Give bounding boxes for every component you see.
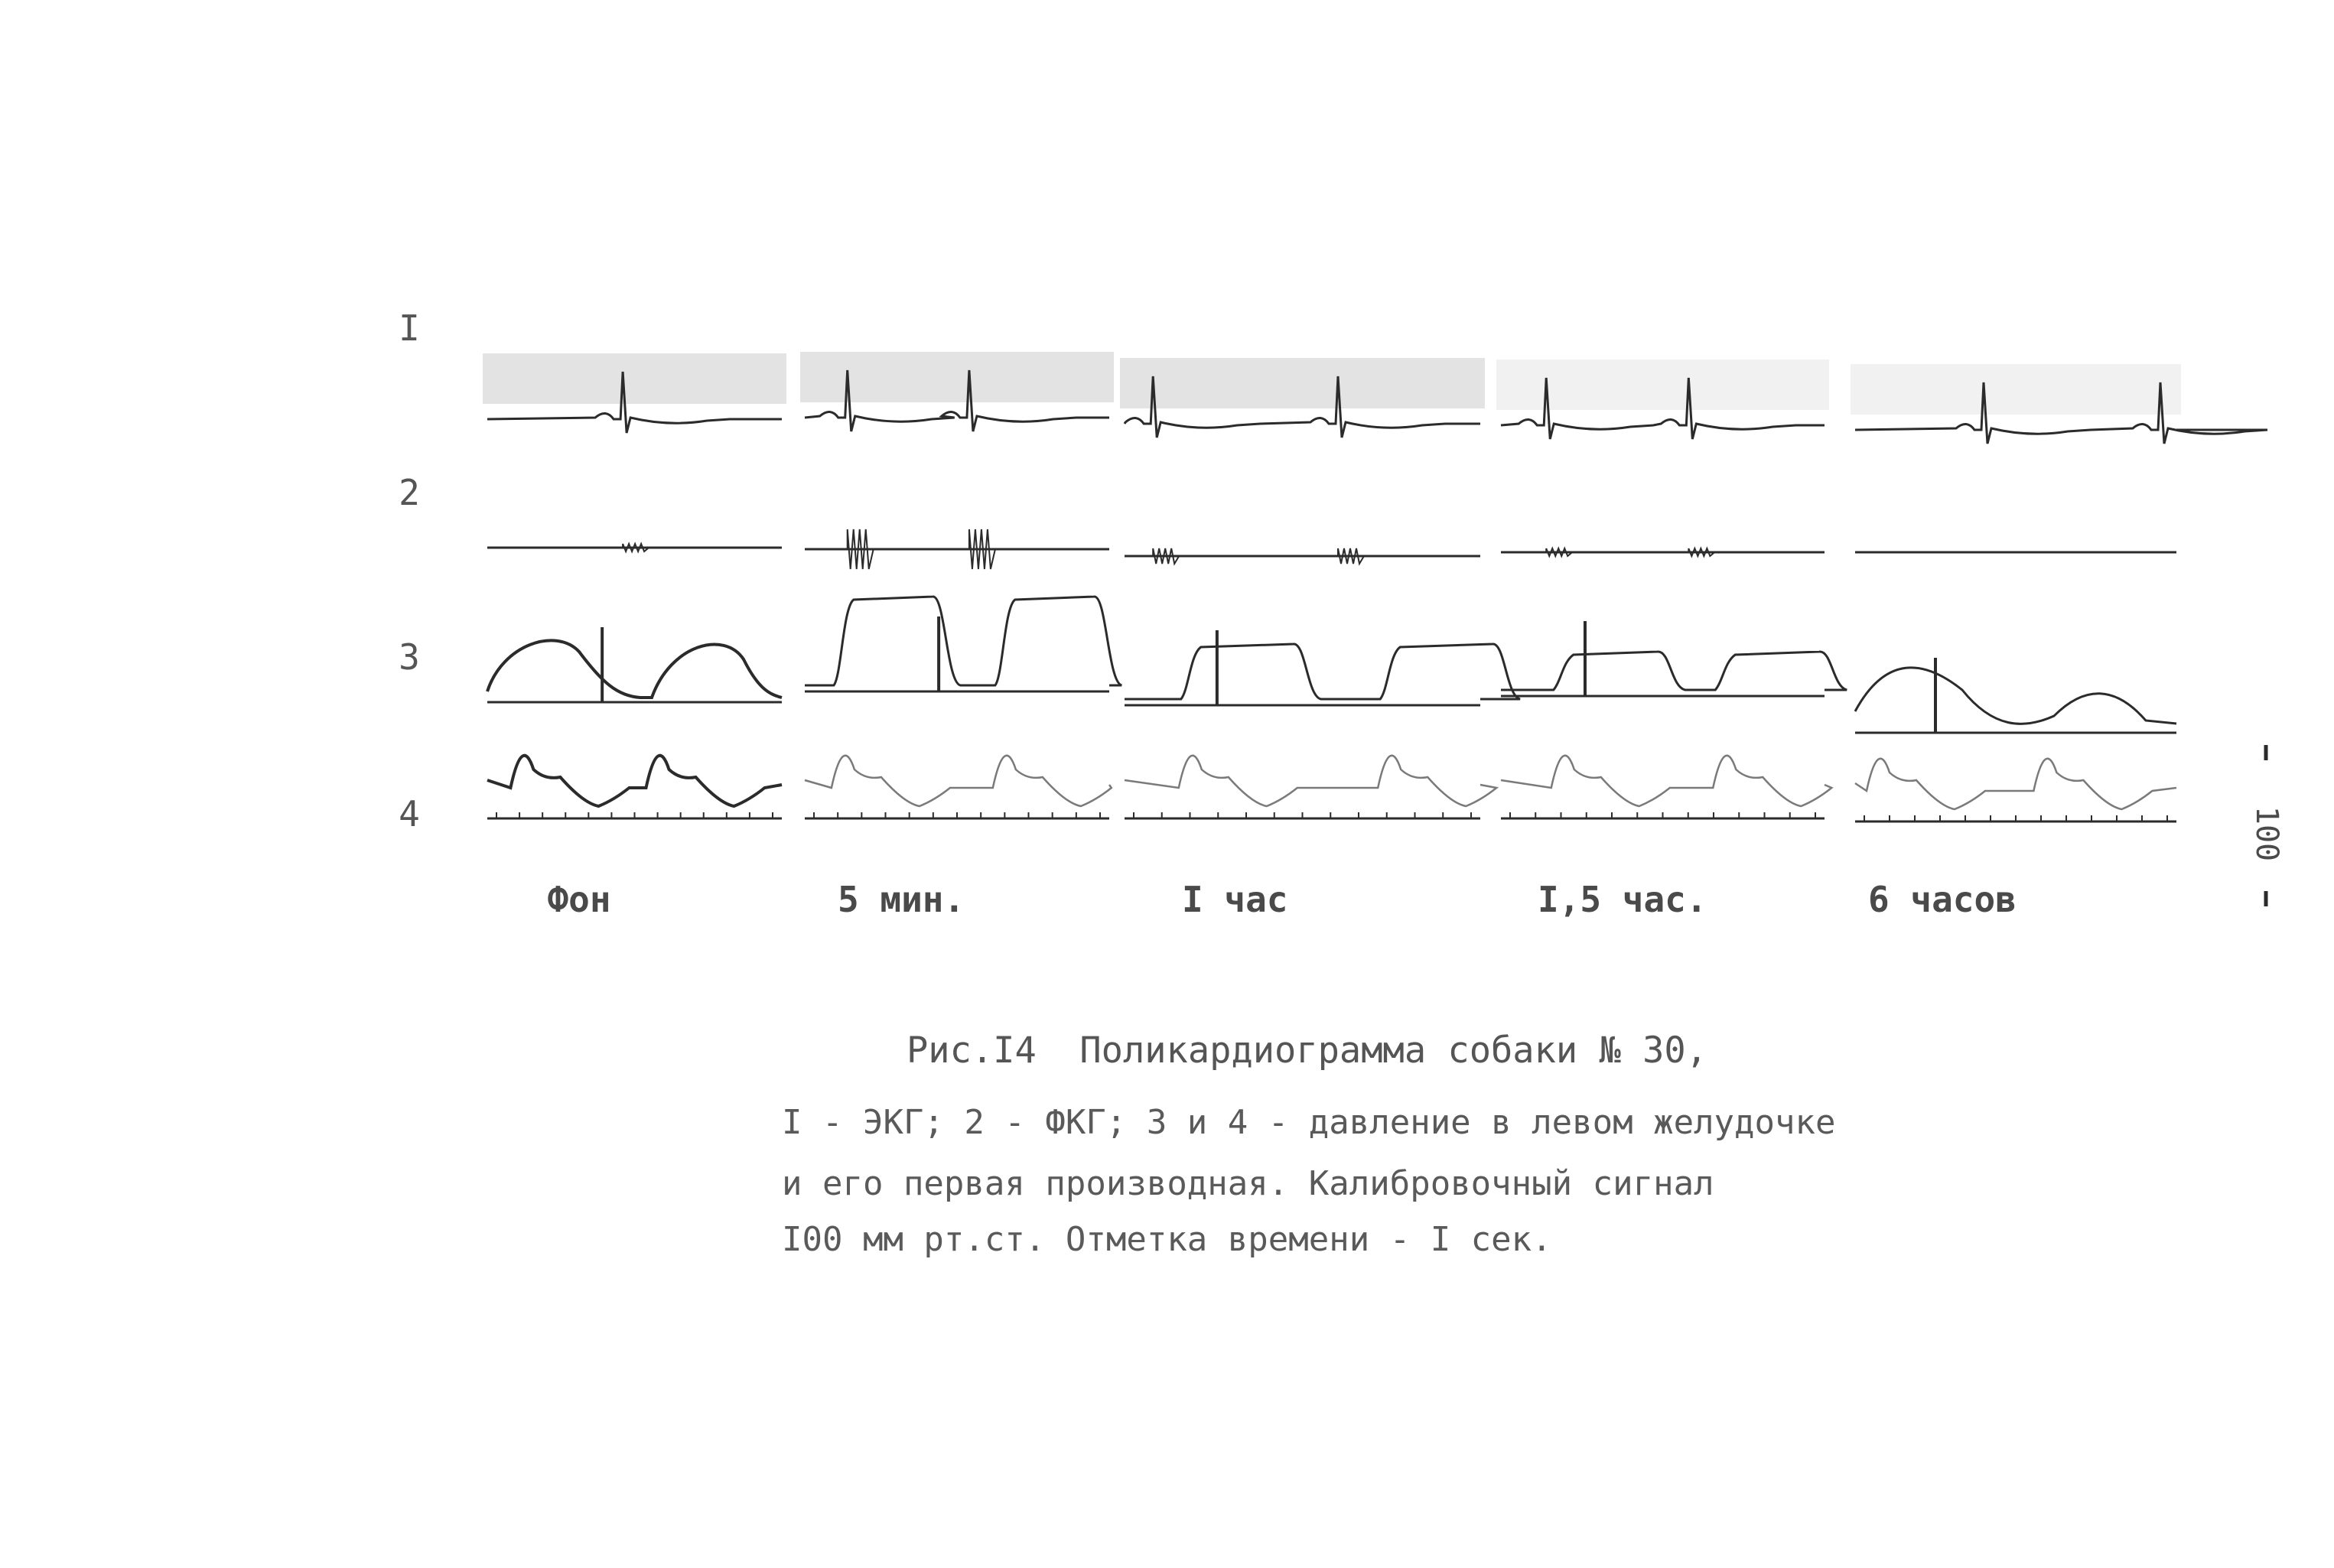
figure-caption-line-1: I - ЭКГ; 2 - ФКГ; 3 и 4 - давление в левом желудочке: [782, 1103, 1836, 1142]
row-label-1: I: [399, 307, 420, 349]
lv-pressure-trace: [1125, 644, 1520, 699]
row-label-4: 4: [399, 793, 420, 834]
panel-labels: [547, 879, 2016, 920]
dpdt-trace: [1855, 759, 2176, 809]
dpdt-trace: [805, 756, 1112, 806]
ecg-grid-band: [483, 353, 786, 404]
ecg-grid-band: [1851, 364, 2181, 415]
calibration-label: 100: [2249, 805, 2284, 862]
panel-3: [1120, 358, 1520, 818]
dpdt-trace: [487, 756, 782, 806]
calibration-marker: [2249, 745, 2284, 906]
figure-caption-line-3: I00 мм рт.ст. Отметка времени - I сек.: [782, 1220, 1552, 1259]
ecg-grid-band: [1120, 358, 1485, 408]
panel-label-2: 5 мин.: [838, 879, 965, 920]
panel-label-5: 6 часов: [1868, 879, 2017, 920]
panel-4: [1496, 359, 1847, 818]
panel-5: [1851, 364, 2267, 821]
panel-1: [483, 353, 786, 818]
lv-pressure-trace: [487, 640, 782, 698]
lv-pressure-trace: [1501, 652, 1847, 690]
panel-label-1: Фон: [547, 879, 611, 920]
dpdt-trace: [1501, 756, 1831, 806]
lv-pressure-trace: [805, 597, 1121, 685]
row-labels: [399, 307, 420, 834]
recording-panels: [483, 352, 2267, 821]
row-label-3: 3: [399, 636, 420, 678]
lv-pressure-trace: [1855, 668, 2176, 724]
panel-2: [800, 352, 1121, 818]
figure-caption-line-2: и его первая производная. Калибровочный сигнал: [782, 1164, 1714, 1203]
figure-caption-title: Рис.I4 Поликардиограмма собаки № 30,: [907, 1030, 1707, 1072]
panel-label-3: I час: [1182, 879, 1288, 920]
row-label-2: 2: [399, 472, 420, 513]
panel-label-4: I,5 час.: [1538, 879, 1707, 920]
dpdt-trace: [1125, 756, 1496, 806]
